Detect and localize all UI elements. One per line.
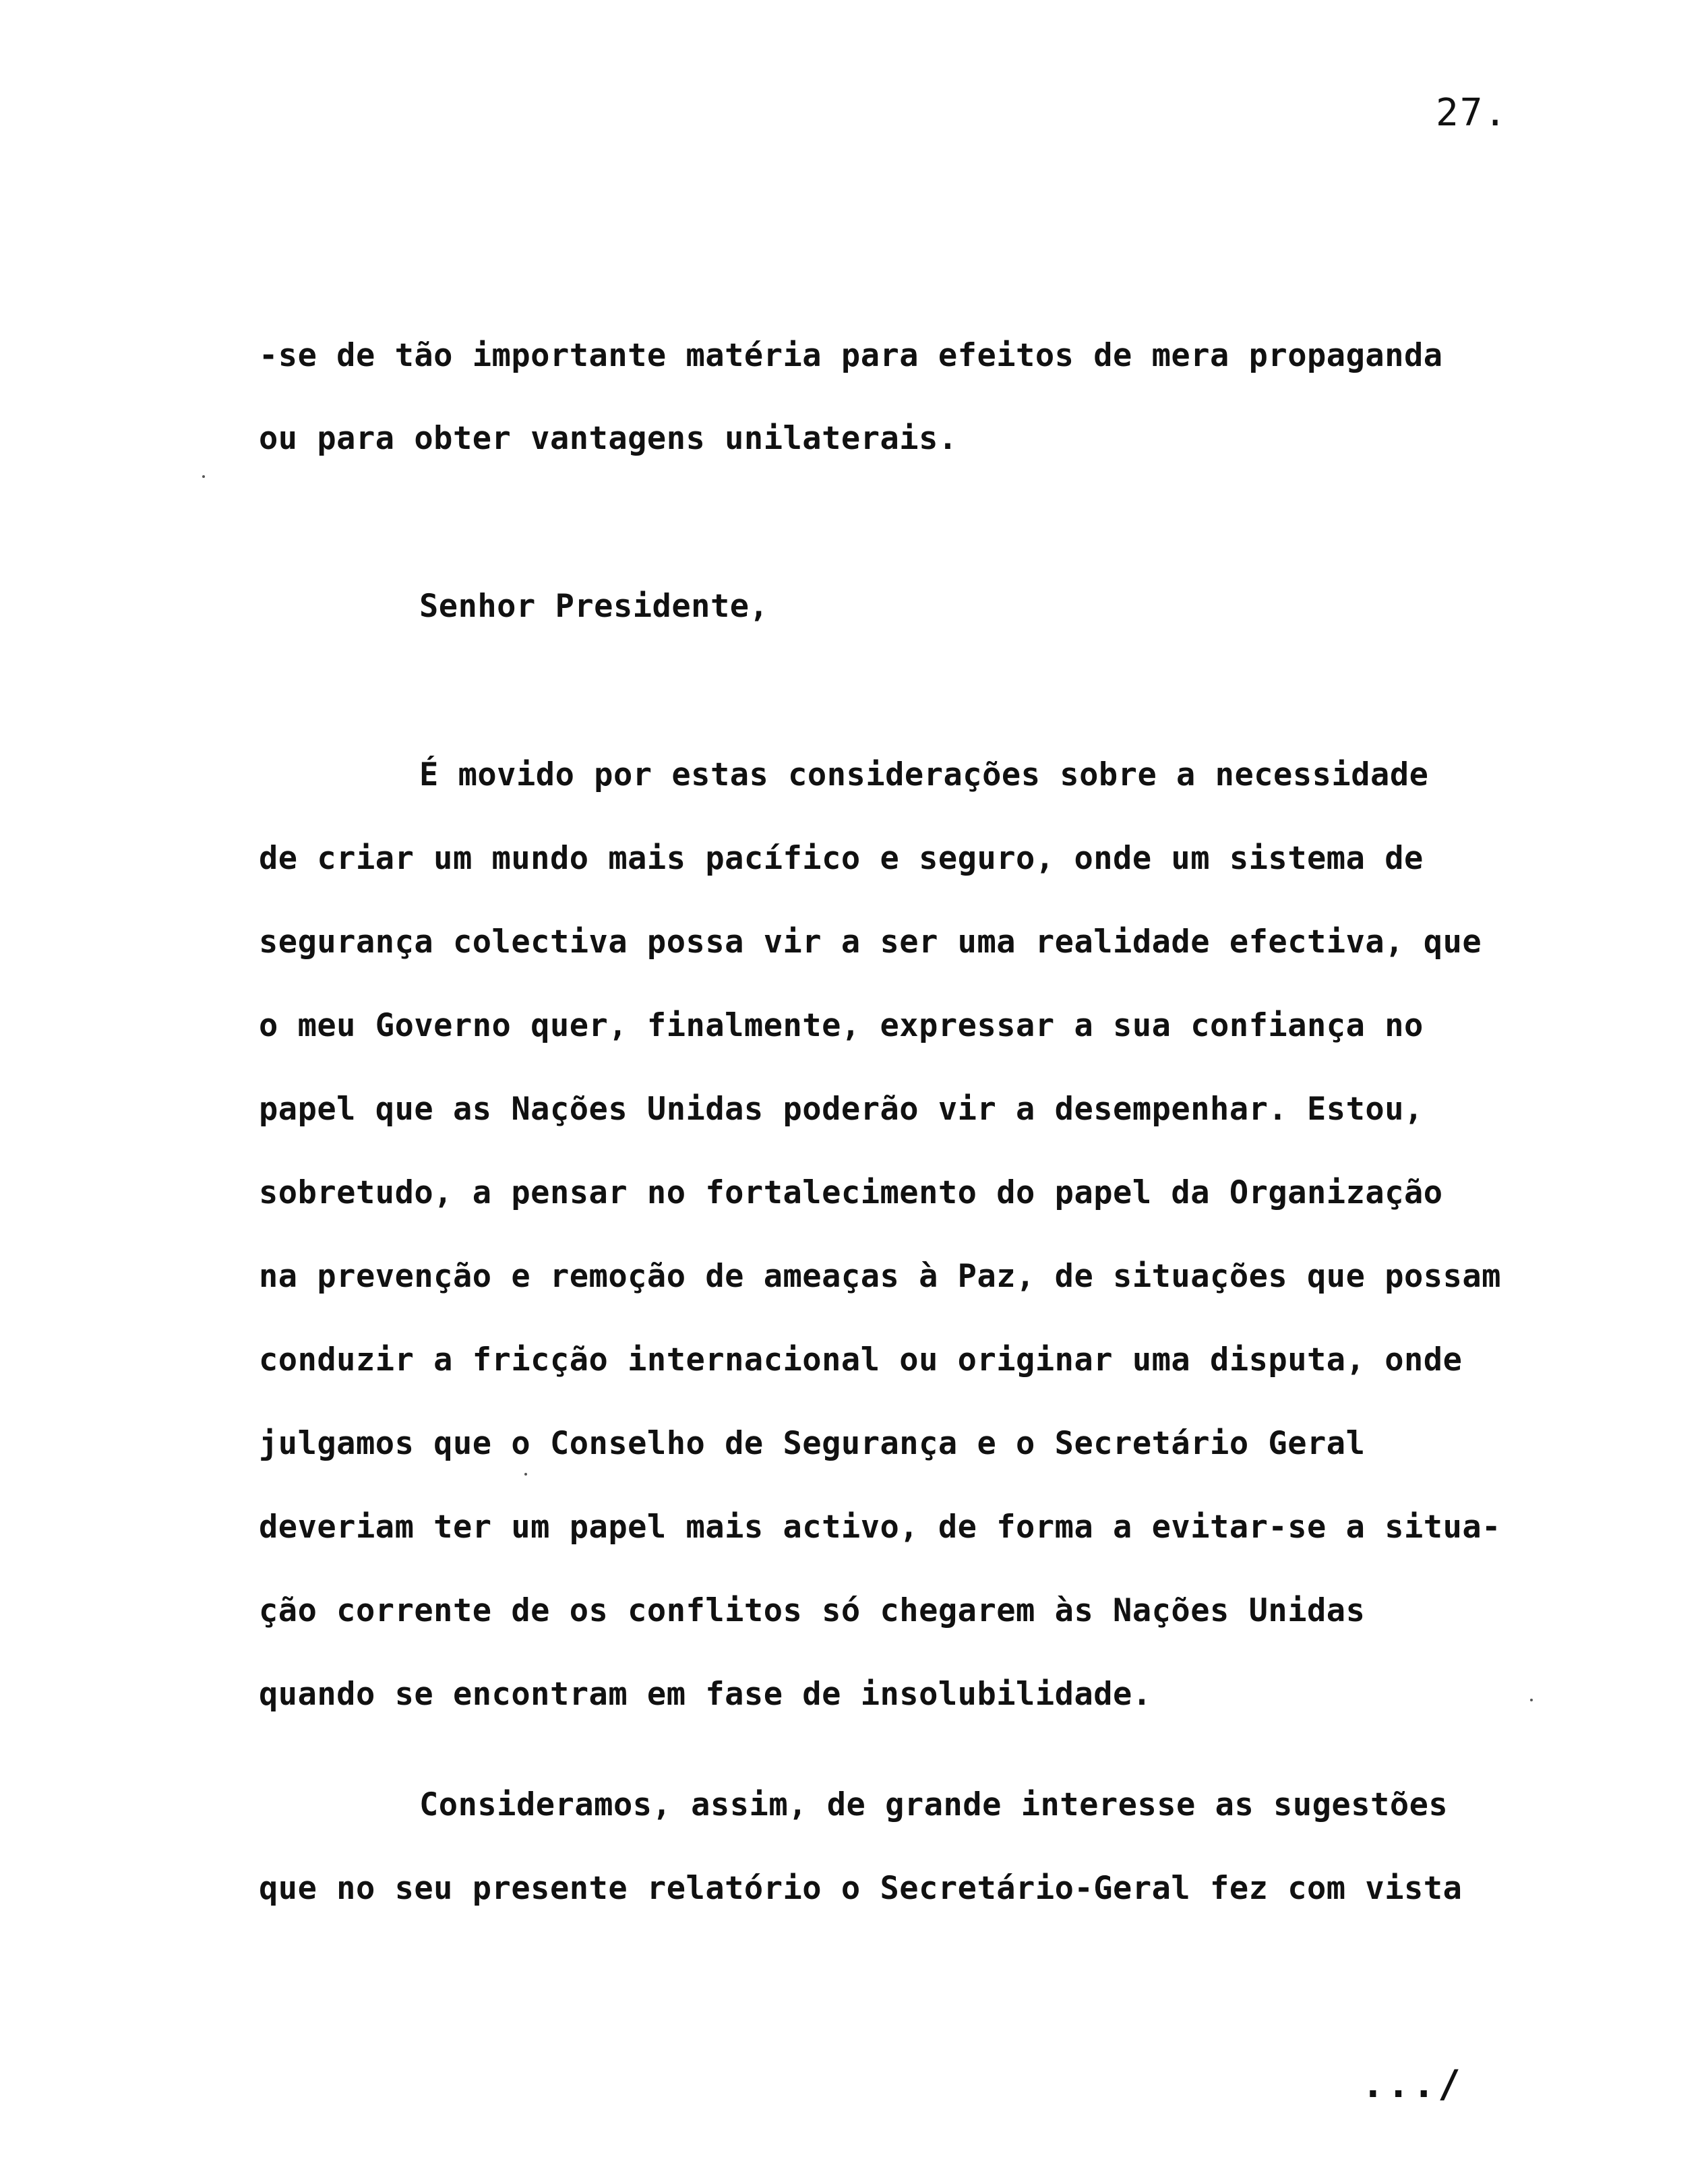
scan-speck (524, 1473, 527, 1476)
text-line: conduzir a fricção internacional ou originar uma disputa, onde (259, 1341, 1463, 1378)
scan-speck (1530, 1699, 1533, 1701)
text-line: julgamos que o Conselho de Segurança e o Secretário Geral (259, 1425, 1366, 1462)
text-line: sobretudo, a pensar no fortalecimento do papel da Organização (259, 1174, 1443, 1211)
text-line: deveriam ter um papel mais activo, de forma a evitar-se a situa- (259, 1509, 1501, 1546)
text-line: que no seu presente relatório o Secretário-Geral fez com vista (259, 1870, 1463, 1907)
continuation-mark: .../ (1362, 2063, 1463, 2106)
text-line: -se de tão importante matéria para efeitos de mera propaganda (259, 337, 1443, 374)
page-number: 27. (1436, 91, 1509, 135)
text-line: Consideramos, assim, de grande interesse as sugestões (419, 1786, 1449, 1823)
text-line: segurança colectiva possa vir a ser uma realidade efectiva, que (259, 923, 1482, 961)
text-line: ção corrente de os conflitos só chegarem às Nações Unidas (259, 1592, 1366, 1629)
text-line: na prevenção e remoção de ameaças à Paz, de situações que possam (259, 1258, 1501, 1295)
text-line: o meu Governo quer, finalmente, expressar a sua confiança no (259, 1007, 1424, 1044)
text-line: É movido por estas considerações sobre a necessidade (419, 756, 1429, 793)
text-line: de criar um mundo mais pacífico e seguro, onde um sistema de (259, 840, 1424, 877)
text-line: quando se encontram em fase de insolubilidade. (259, 1676, 1152, 1713)
salutation: Senhor Presidente, (419, 588, 769, 625)
text-line: papel que as Nações Unidas poderão vir a desempenhar. Estou, (259, 1091, 1424, 1128)
text-line: ou para obter vantagens unilaterais. (259, 420, 958, 457)
scan-speck (202, 475, 205, 478)
